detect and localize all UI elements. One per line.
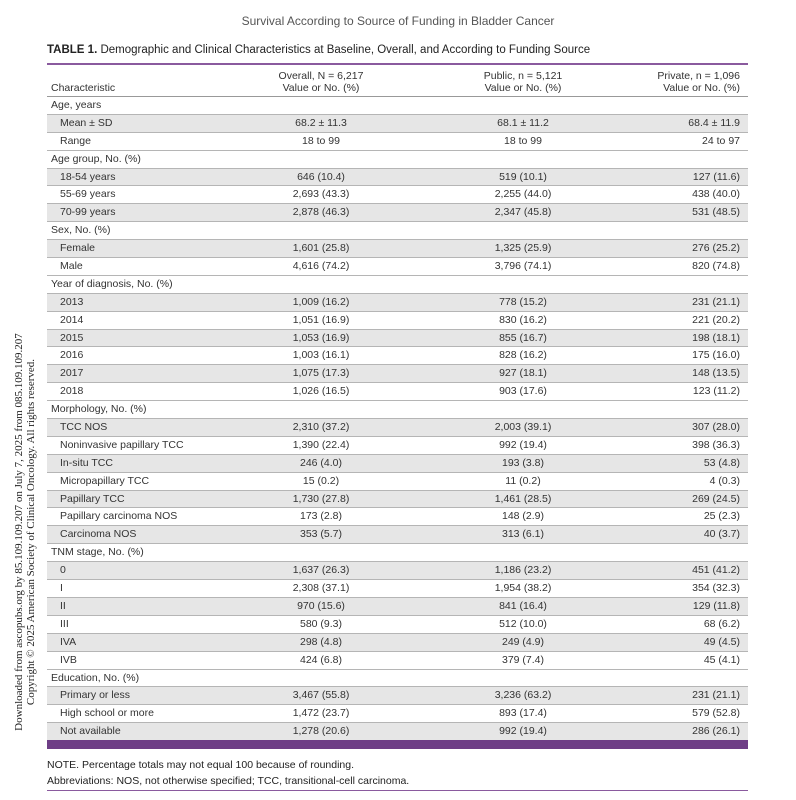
- section-row: [47, 401, 748, 419]
- public-value: 903 (17.6): [499, 385, 547, 398]
- running-head: Survival According to Source of Funding in Bladder Cancer: [241, 14, 555, 28]
- public-value: 1,186 (23.2): [494, 564, 552, 577]
- private-value: 269 (24.5): [692, 492, 740, 505]
- overall-value: 1,637 (26.3): [292, 564, 350, 577]
- private-value: 307 (28.0): [692, 421, 740, 434]
- rounding-note: NOTE. Percentage totals may not equal 100 because of rounding.: [47, 759, 355, 771]
- table-row: [47, 294, 748, 312]
- row-label: Carcinoma NOS: [60, 528, 137, 541]
- row-label: 18-54 years: [60, 170, 116, 183]
- section-row: [47, 276, 748, 294]
- public-value: 841 (16.4): [499, 599, 547, 612]
- table-bottom-bar: [47, 740, 748, 749]
- public-value: 893 (17.4): [499, 707, 547, 720]
- private-value: 231 (21.1): [692, 689, 740, 702]
- private-value: 129 (11.8): [692, 599, 740, 612]
- private-value: 24 to 97: [702, 134, 740, 147]
- private-value: 286 (26.1): [692, 725, 740, 738]
- section-row: [47, 151, 748, 169]
- overall-value: 15 (0.2): [302, 474, 340, 487]
- private-value: 276 (25.2): [692, 242, 740, 255]
- public-value: 927 (18.1): [499, 367, 547, 380]
- public-value: 379 (7.4): [501, 653, 545, 666]
- overall-value: 68.2 ± 11.3: [295, 116, 347, 129]
- row-label: Morphology, No. (%): [51, 403, 147, 416]
- public-value: 2,003 (39.1): [494, 421, 552, 434]
- overall-value: 646 (10.4): [297, 170, 345, 183]
- private-value: 231 (21.1): [692, 295, 740, 308]
- private-value: 127 (11.6): [692, 170, 740, 183]
- private-value: 354 (32.3): [692, 582, 740, 595]
- public-value: 992 (19.4): [499, 438, 547, 451]
- row-label: Papillary TCC: [60, 492, 125, 505]
- end-rule: [47, 790, 748, 791]
- row-label: Female: [60, 242, 96, 255]
- row-label: TCC NOS: [60, 421, 108, 434]
- private-value: 579 (52.8): [692, 707, 740, 720]
- row-label: 0: [60, 564, 66, 577]
- private-value: 531 (48.5): [692, 206, 740, 219]
- row-label: Year of diagnosis, No. (%): [51, 277, 173, 290]
- table-row: [47, 580, 748, 598]
- section-row: [47, 97, 748, 115]
- public-value: 828 (16.2): [499, 349, 547, 362]
- overall-value: 1,075 (17.3): [292, 367, 350, 380]
- overall-value: 298 (4.8): [299, 635, 343, 648]
- table-row: [47, 330, 748, 348]
- private-value: 198 (18.1): [692, 331, 740, 344]
- overall-value: 1,051 (16.9): [292, 313, 350, 326]
- table-caption: Demographic and Clinical Characteristics at Baseline, Overall, and According to Funding Source: [100, 44, 591, 56]
- table-label: TABLE 1.: [47, 44, 98, 56]
- table-row: [47, 347, 748, 365]
- public-value: 992 (19.4): [499, 725, 547, 738]
- public-value: 18 to 99: [504, 134, 542, 147]
- private-value: 68.4 ± 11.9: [688, 116, 740, 129]
- overall-value: 424 (6.8): [299, 653, 343, 666]
- private-value: 49 (4.5): [703, 635, 740, 648]
- header-overall: [207, 70, 435, 94]
- overall-value: 3,467 (55.8): [292, 689, 350, 702]
- table-row: [47, 634, 748, 652]
- row-label: TNM stage, No. (%): [51, 546, 144, 559]
- download-notice: [13, 332, 37, 732]
- row-label: Range: [60, 134, 91, 147]
- private-value: 40 (3.7): [703, 528, 740, 541]
- public-value: 512 (10.0): [499, 617, 547, 630]
- row-label: Mean ± SD: [60, 116, 113, 129]
- public-value: 830 (16.2): [499, 313, 547, 326]
- public-value: 778 (15.2): [499, 295, 547, 308]
- overall-value: 18 to 99: [302, 134, 340, 147]
- overall-value: 580 (9.3): [299, 617, 343, 630]
- overall-value: 1,601 (25.8): [292, 242, 350, 255]
- table-row: [47, 723, 748, 741]
- table-row: [47, 240, 748, 258]
- table-row: [47, 365, 748, 383]
- public-value: 519 (10.1): [499, 170, 547, 183]
- row-label: IVB: [60, 653, 77, 666]
- public-value: 11 (0.2): [505, 474, 541, 487]
- overall-value: 2,693 (43.3): [292, 188, 350, 201]
- table-row: [47, 437, 748, 455]
- table-row: [47, 687, 748, 705]
- row-label: 2014: [60, 313, 84, 326]
- row-label: I: [60, 582, 63, 595]
- table-row: [47, 473, 748, 491]
- row-label: 2015: [60, 331, 84, 344]
- private-value: 221 (20.2): [692, 313, 740, 326]
- private-value: 148 (13.5): [692, 367, 740, 380]
- table-title: [47, 44, 590, 56]
- overall-value: 1,026 (16.5): [292, 385, 350, 398]
- section-row: [47, 670, 748, 688]
- header-characteristic: Characteristic: [51, 82, 116, 94]
- table-row: [47, 598, 748, 616]
- table-row: [47, 652, 748, 670]
- row-label: Not available: [60, 725, 121, 738]
- row-label: Noninvasive papillary TCC: [60, 438, 184, 451]
- row-label: Primary or less: [60, 689, 131, 702]
- row-label: Papillary carcinoma NOS: [60, 510, 178, 523]
- public-value: 1,954 (38.2): [494, 582, 552, 595]
- table-row: [47, 186, 748, 204]
- row-label: Sex, No. (%): [51, 224, 111, 237]
- table-row: [47, 312, 748, 330]
- table-header: [47, 66, 748, 97]
- table-row: [47, 258, 748, 276]
- overall-value: 246 (4.0): [299, 456, 343, 469]
- overall-value: 1,009 (16.2): [292, 295, 350, 308]
- overall-value: 1,003 (16.1): [292, 349, 350, 362]
- row-label: 2016: [60, 349, 84, 362]
- table-row: [47, 133, 748, 151]
- table-row: [47, 508, 748, 526]
- header-overall-title: Overall, N = 6,217: [278, 70, 364, 82]
- public-value: 3,236 (63.2): [494, 689, 552, 702]
- overall-value: 970 (15.6): [297, 599, 345, 612]
- row-label: In-situ TCC: [60, 456, 113, 469]
- row-label: Male: [60, 260, 83, 273]
- public-value: 193 (3.8): [501, 456, 545, 469]
- table-body: [47, 97, 748, 741]
- private-value: 123 (11.2): [692, 385, 740, 398]
- row-label: Micropapillary TCC: [60, 474, 150, 487]
- row-label: IVA: [60, 635, 77, 648]
- private-value: 53 (4.8): [703, 456, 740, 469]
- table-notes: [47, 757, 409, 789]
- overall-value: 1,390 (22.4): [292, 438, 350, 451]
- overall-value: 353 (5.7): [299, 528, 343, 541]
- public-value: 2,347 (45.8): [494, 206, 552, 219]
- row-label: High school or more: [60, 707, 154, 720]
- row-label: II: [60, 599, 66, 612]
- row-label: 2013: [60, 295, 84, 308]
- row-label: 55-69 years: [60, 188, 116, 201]
- table-row: [47, 526, 748, 544]
- table-row: [47, 491, 748, 509]
- overall-value: 1,053 (16.9): [292, 331, 350, 344]
- private-value: 438 (40.0): [692, 188, 740, 201]
- section-row: [47, 222, 748, 240]
- table-row: [47, 455, 748, 473]
- row-label: 2017: [60, 367, 84, 380]
- row-label: 2018: [60, 385, 84, 398]
- private-value: 398 (36.3): [692, 438, 740, 451]
- row-label: III: [60, 617, 69, 630]
- row-label: Age group, No. (%): [51, 152, 141, 165]
- download-notice-line1: Downloaded from ascopubs.org by 85.109.109.207 on July 7, 2025 from 085.109.109.207: [13, 333, 25, 731]
- overall-value: 1,278 (20.6): [292, 725, 350, 738]
- public-value: 249 (4.9): [501, 635, 545, 648]
- table-row: [47, 115, 748, 133]
- public-value: 68.1 ± 11.2: [497, 116, 549, 129]
- overall-value: 2,308 (37.1): [292, 582, 350, 595]
- header-public-unit: Value or No. (%): [484, 82, 562, 94]
- private-value: 175 (16.0): [692, 349, 740, 362]
- public-value: 1,325 (25.9): [494, 242, 552, 255]
- title-rule: [47, 63, 748, 65]
- private-value: 451 (41.2): [692, 564, 740, 577]
- row-label: 70-99 years: [60, 206, 116, 219]
- overall-value: 4,616 (74.2): [292, 260, 350, 273]
- header-overall-unit: Value or No. (%): [282, 82, 360, 94]
- table-row: [47, 419, 748, 437]
- overall-value: 1,730 (27.8): [292, 492, 350, 505]
- private-value: 25 (2.3): [703, 510, 740, 523]
- header-private-title: Private, n = 1,096: [657, 70, 740, 82]
- characteristics-table: [47, 66, 748, 741]
- table-row: [47, 204, 748, 222]
- public-value: 148 (2.9): [501, 510, 545, 523]
- row-label: Age, years: [51, 99, 102, 111]
- overall-value: 2,310 (37.2): [292, 421, 350, 434]
- row-label: Education, No. (%): [51, 671, 140, 684]
- header-private: [657, 70, 740, 94]
- overall-value: 2,878 (46.3): [292, 206, 350, 219]
- overall-value: 1,472 (23.7): [292, 707, 350, 720]
- table-row: [47, 169, 748, 187]
- private-value: 45 (4.1): [703, 653, 740, 666]
- public-value: 313 (6.1): [501, 528, 545, 541]
- private-value: 820 (74.8): [692, 260, 740, 273]
- table-row: [47, 616, 748, 634]
- overall-value: 173 (2.8): [299, 510, 343, 523]
- abbreviations-note: Abbreviations: NOS, not otherwise specified; TCC, transitional-cell carcinoma.: [47, 775, 410, 787]
- header-public: [435, 70, 611, 94]
- private-value: 4 (0.3): [709, 474, 740, 487]
- table-row: [47, 705, 748, 723]
- table-row: [47, 562, 748, 580]
- public-value: 855 (16.7): [499, 331, 547, 344]
- public-value: 2,255 (44.0): [494, 188, 552, 201]
- private-value: 68 (6.2): [703, 617, 740, 630]
- table-row: [47, 383, 748, 401]
- section-row: [47, 544, 748, 562]
- public-value: 1,461 (28.5): [494, 492, 552, 505]
- header-private-unit: Value or No. (%): [663, 82, 740, 94]
- public-value: 3,796 (74.1): [494, 260, 552, 273]
- copyright-notice: Copyright © 2025 American Society of Clinical Oncology. All rights reserved.: [25, 358, 37, 706]
- header-public-title: Public, n = 5,121: [483, 70, 563, 82]
